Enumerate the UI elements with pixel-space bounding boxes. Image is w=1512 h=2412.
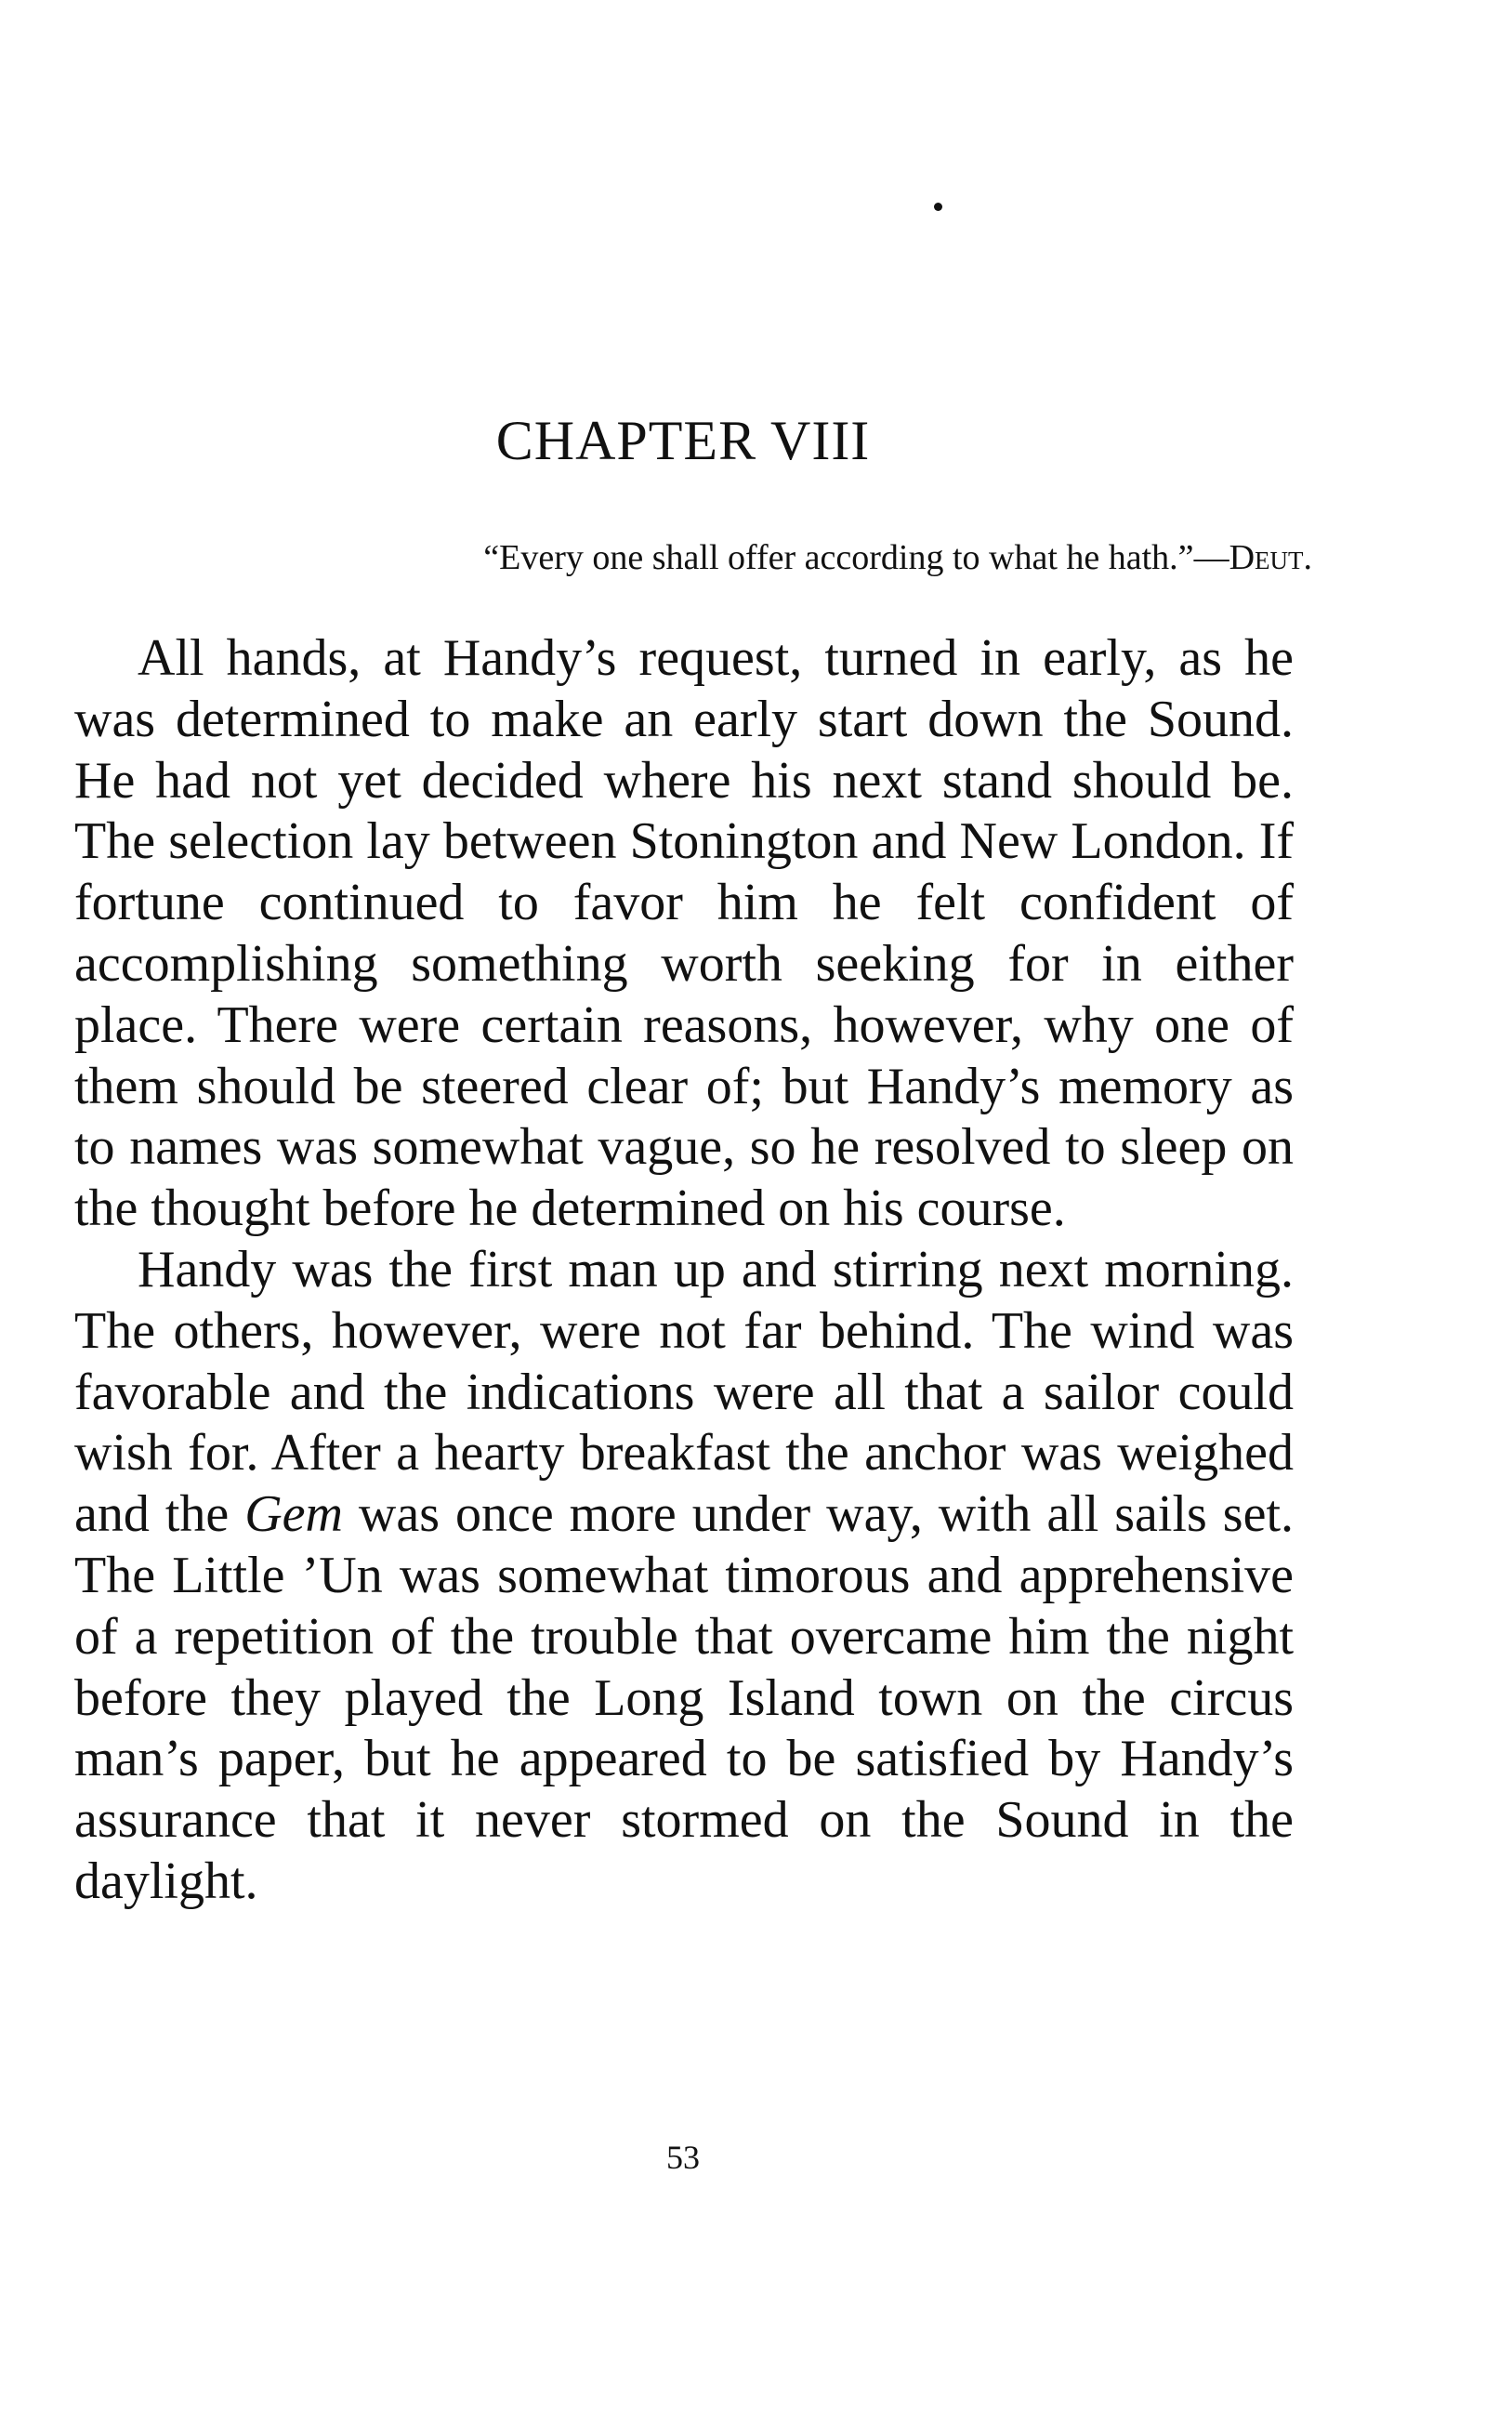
epigraph [139, 537, 1312, 578]
body-text [74, 628, 1294, 1913]
epigraph-attribution: Deut. [1229, 538, 1312, 577]
epigraph-dash: — [1193, 538, 1229, 577]
page-number: 53 [666, 2139, 700, 2176]
paragraph-2-after: was once more under way, with all sails set. The Little ’Un was somewhat timorous and apprehensive of a repetition of the trouble that overcame him the night before they played the Long Island town on the circus man’s paper, but he appeared to be satisfied by Handy’s assurance that it never stormed on the Sound in the daylight. [74, 1485, 1294, 1910]
paragraph-2-before: Handy was the first man up and stirring next morning. The others, however, were not far behind. The wind was favorable and the indications were all that a sailor could wish for. After a hearty breakfast the anchor was weighed and the [74, 1240, 1294, 1544]
stray-ink-dot [934, 203, 942, 211]
ship-name: Gem [244, 1485, 343, 1544]
paragraph-2 [74, 1240, 1294, 1913]
paragraph-1: All hands, at Handy’s request, turned in early, as he was determined to make an early start down the Sound. He had not yet decided where his next stand should be. The selection lay between Stonington and New London. If fortune continued to favor him he felt confident of accomplishing something worth seeking for in either place. There were certain reasons, however, why one of them should be steered clear of; but Handy’s memory as to names was somewhat vague, so he resolved to sleep on the thought before he determined on his course. [74, 629, 1294, 1238]
chapter-title: CHAPTER VIII [495, 410, 871, 471]
epigraph-quote: “Every one shall offer according to what he hath.” [483, 538, 1194, 577]
